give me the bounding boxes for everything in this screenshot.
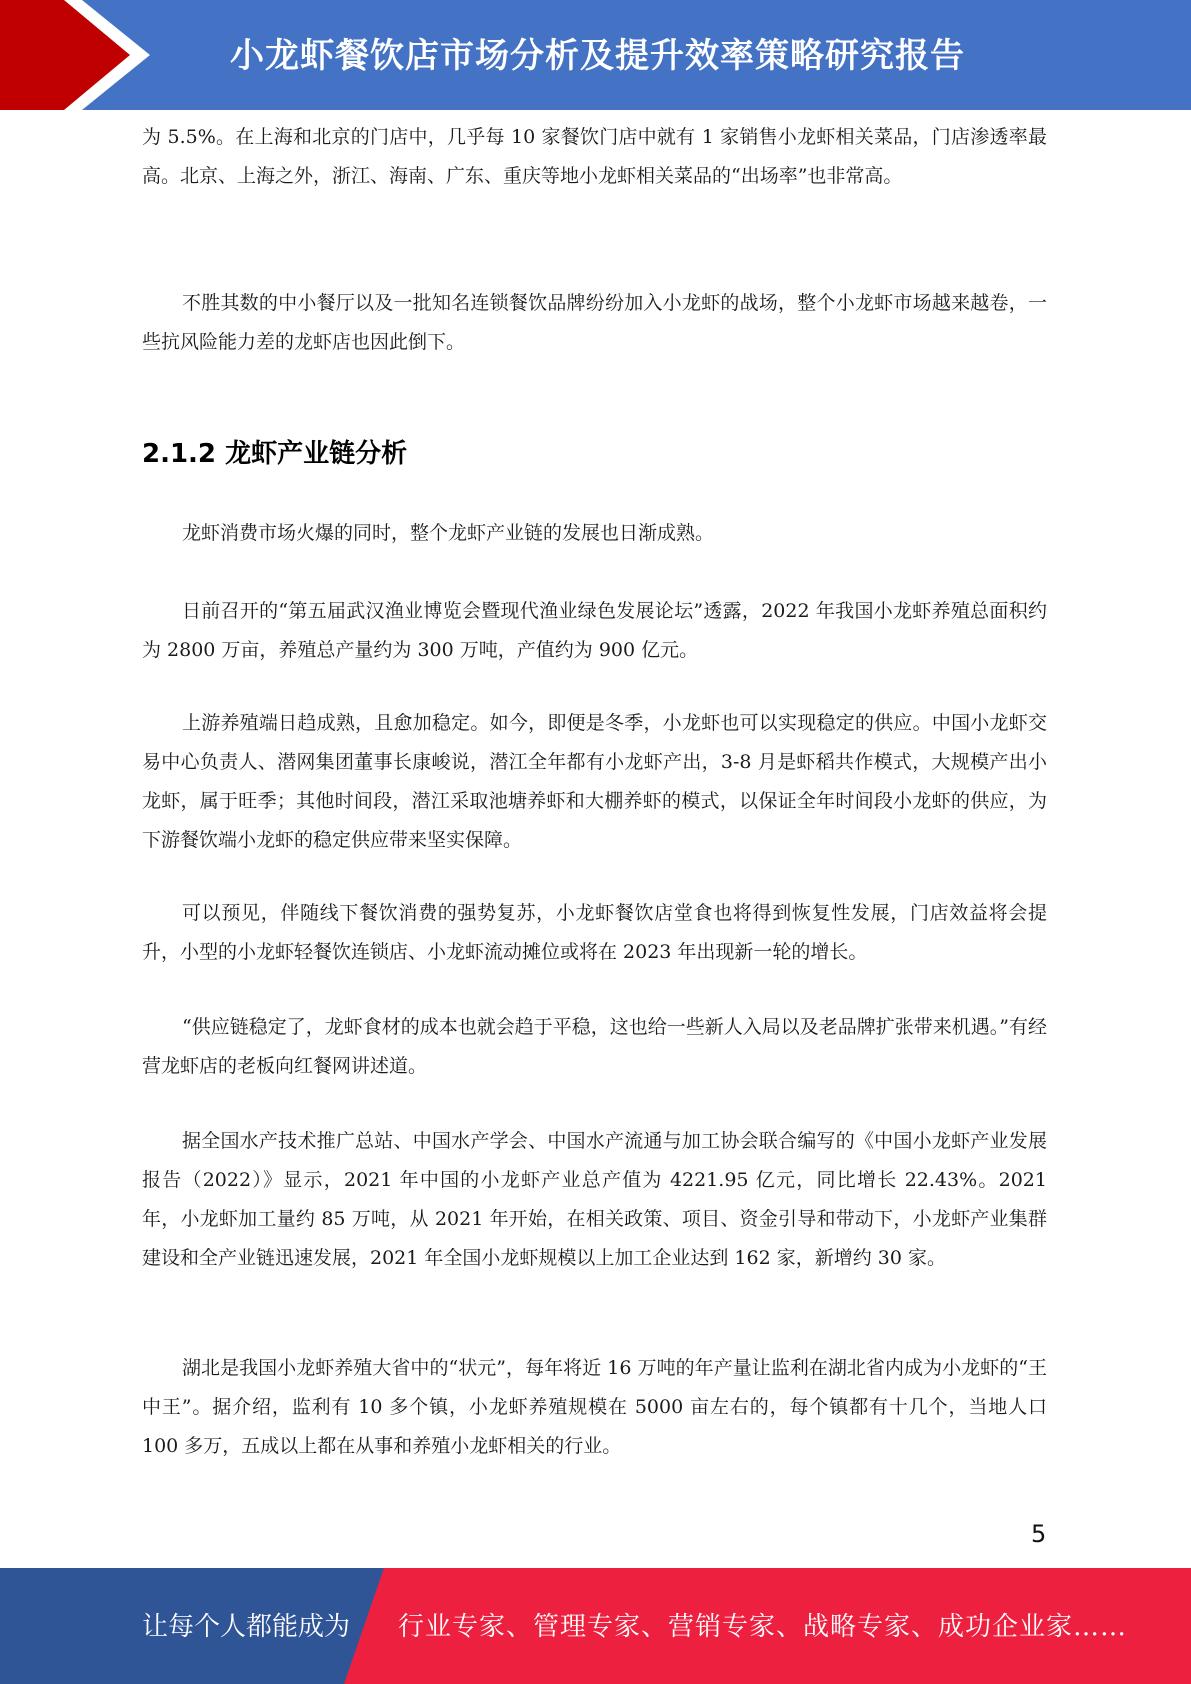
paragraph: 不胜其数的中小餐厅以及一批知名连锁餐饮品牌纷纷加入小龙虾的战场，整个小龙虾市场越来越卷，一些抗风险能力差的龙虾店也因此倒下。 [142,292,1047,353]
page-header [0,0,1191,110]
paragraph: 为 5.5%。在上海和北京的门店中，几乎每 10 家餐饮门店中就有 1 家销售小龙虾相关菜品，门店渗透率最高。北京、上海之外，浙江、海南、广东、重庆等地小龙虾相关菜品的“出场率”也非常高。 [142,126,1047,187]
page-footer [0,1568,1191,1684]
paragraph: 上游养殖端日趋成熟，且愈加稳定。如今，即便是冬季，小龙虾也可以实现稳定的供应。中国小龙虾交易中心负责人、潜网集团董事长康峻说，潜江全年都有小龙虾产出，3-8 月是虾稻共作模式，大规模产出小龙虾，属于旺季；其他时间段，潜江采取池塘养虾和大棚养虾的模式，以保证全年时间段小龙虾的供应，为下游餐饮端小龙虾的稳定供应带来坚实保障。 [142,712,1047,851]
paragraph: “供应链稳定了，龙虾食材的成本也就会趋于平稳，这也给一些新人入局以及老品牌扩张带来机遇。”有经营龙虾店的老板向红餐网讲述道。 [142,1016,1047,1077]
paragraph: 据全国水产技术推广总站、中国水产学会、中国水产流通与加工协会联合编写的《中国小龙虾产业发展报告（2022）》显示，2021 年中国的小龙虾产业总产值为 4221.95 亿元，同比增长 22.43%。2021 年，小龙虾加工量约 85 万吨，从 2021 年开始，在相关政策、项目、资金引导和带动下，小龙虾产业集群建设和全产业链迅速发展，2021 年全国小龙虾规模以上加工企业达到 162 家，新增约 30 家。 [142,1130,1047,1269]
report-title: 小龙虾餐饮店市场分析及提升效率策略研究报告 [230,36,965,76]
footer-slogan-right: 行业专家、管理专家、营销专家、战略专家、成功企业家…… [398,1612,1128,1642]
paragraph: 日前召开的“第五届武汉渔业博览会暨现代渔业绿色发展论坛”透露，2022 年我国小龙虾养殖总面积约为 2800 万亩，养殖总产量约为 300 万吨，产值约为 900 亿元。 [142,600,1047,661]
page-number: 5 [1031,1520,1047,1548]
paragraph: 湖北是我国小龙虾养殖大省中的“状元”，每年将近 16 万吨的年产量让监利在湖北省内成为小龙虾的“王中王”。据介绍，监利有 10 多个镇，小龙虾养殖规模在 5000 亩左右的，每个镇都有十几个，当地人口 100 多万，五成以上都在从事和养殖小龙虾相关的行业。 [142,1357,1047,1457]
paragraph: 龙虾消费市场火爆的同时，整个龙虾产业链的发展也日渐成熟。 [182,522,715,544]
footer-slogan-left: 让每个人都能成为 [142,1612,351,1642]
paragraph: 可以预见，伴随线下餐饮消费的强势复苏，小龙虾餐饮店堂食也将得到恢复性发展，门店效益将会提升，小型的小龙虾轻餐饮连锁店、小龙虾流动摊位或将在 2023 年出现新一轮的增长。 [142,902,1047,963]
section-heading: 2.1.2 龙虾产业链分析 [142,439,408,469]
